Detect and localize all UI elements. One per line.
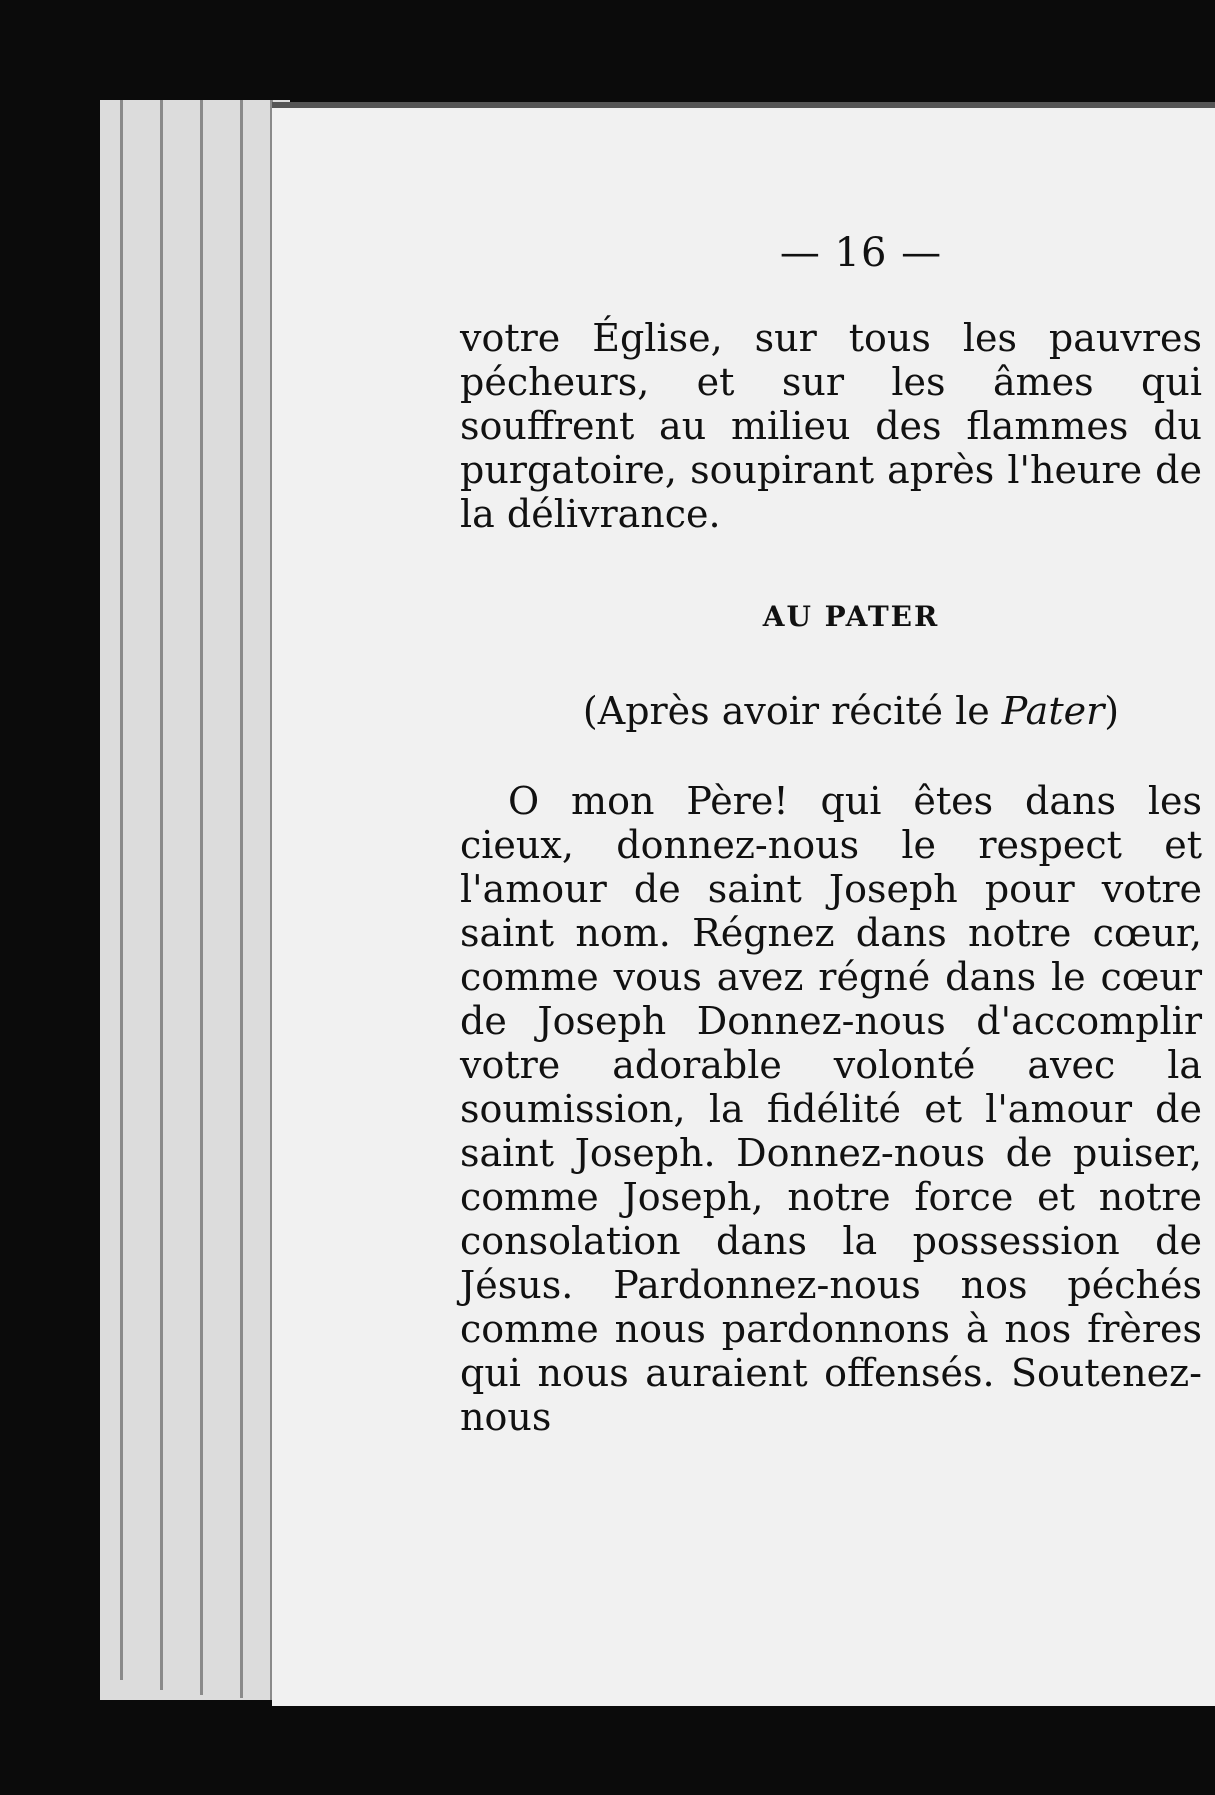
section-subheading [500, 689, 1202, 733]
page-content [460, 230, 1202, 1439]
page-edge [160, 100, 163, 1690]
page-stack-edges [100, 100, 290, 1700]
intro-paragraph: votre Église, sur tous les pauvres pécheurs, et sur les âmes qui souffrent au milieu des flammes du purgatoire, soupirant après l'heure de la délivrance. [460, 316, 1202, 536]
subheading-italic: Pater [1001, 689, 1105, 733]
subheading-prefix: (Après avoir récité le [582, 689, 1002, 733]
book-page [272, 102, 1215, 1706]
page-edge [240, 100, 243, 1698]
prayer-paragraph: O mon Père! qui êtes dans les cieux, donnez-nous le respect et l'amour de saint Joseph pour votre saint nom. Régnez dans notre cœur, comme vous avez régné dans le cœur de Joseph Donnez-nous d'accomplir votre adorable volonté avec la soumission, la fidélité et l'amour de saint Joseph. Donnez-nous de puiser, comme Joseph, notre force et notre consolation dans la possession de Jésus. Pardonnez-nous nos péchés comme nous pardonnons à nos frères qui nous auraient offensés. Soutenez-nous [460, 779, 1202, 1439]
section-heading: AU PATER [762, 600, 940, 633]
subheading-suffix: ) [1104, 689, 1120, 733]
page-number: — 16 — [779, 230, 943, 276]
page-edge [200, 100, 203, 1695]
page-edge [120, 100, 123, 1680]
